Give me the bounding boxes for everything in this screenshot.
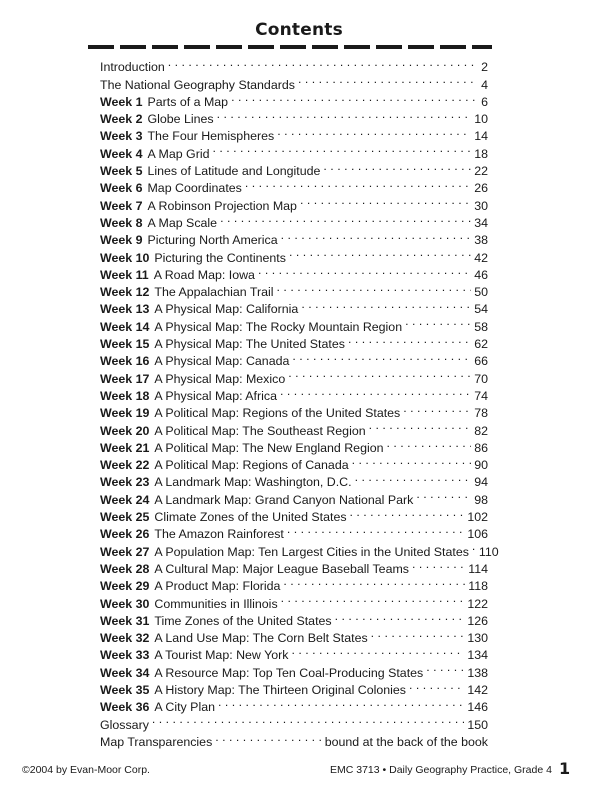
entry-page: 86 <box>474 440 488 455</box>
entry-page: 66 <box>474 354 488 369</box>
entry-page: 90 <box>474 458 488 473</box>
dot-leader <box>335 608 465 625</box>
dot-leader <box>405 313 471 330</box>
entry-title: A Road Map: Iowa <box>153 267 255 282</box>
dot-leader <box>220 210 471 227</box>
week-label: Week 4 <box>100 146 143 161</box>
dot-leader <box>217 106 472 123</box>
week-label: Week 14 <box>100 319 150 334</box>
dot-leader <box>292 348 471 365</box>
entry-title: A Resource Map: Top Ten Coal-Producing States <box>154 665 424 680</box>
page-number: 1 <box>559 759 571 778</box>
dot-leader <box>168 54 478 71</box>
week-label: Week 18 <box>100 388 150 403</box>
week-label: Week 1 <box>100 94 143 109</box>
entry-page: 82 <box>474 423 488 438</box>
toc-entry <box>100 711 488 732</box>
week-label: Week 22 <box>100 458 150 473</box>
entry-page: 26 <box>474 181 488 196</box>
dot-leader <box>258 262 471 279</box>
toc-entry <box>100 729 488 749</box>
entry-title: A Physical Map: California <box>154 302 299 317</box>
entry-title: A Cultural Map: Major League Baseball Teams <box>154 561 409 576</box>
entry-title: A Political Map: The New England Region <box>154 440 384 455</box>
dot-leader <box>323 158 471 175</box>
dot-leader <box>152 711 464 728</box>
dot-leader <box>288 365 471 382</box>
entry-title: A Political Map: The Southeast Region <box>154 423 366 438</box>
dot-leader <box>301 296 471 313</box>
entry-title: A Landmark Map: Washington, D.C. <box>154 475 352 490</box>
entry-page: 106 <box>467 527 488 542</box>
entry-page: 102 <box>467 510 488 525</box>
entry-page: 126 <box>467 613 488 628</box>
entry-page: 22 <box>474 164 488 179</box>
entry-title: A Tourist Map: New York <box>154 648 289 663</box>
dot-leader <box>281 227 472 244</box>
dot-leader <box>412 556 465 573</box>
entry-page: 34 <box>474 215 488 230</box>
entry-page: 70 <box>474 371 488 386</box>
week-label: Week 17 <box>100 371 150 386</box>
entry-title: Communities in Illinois <box>154 596 278 611</box>
week-label: Week 32 <box>100 631 150 646</box>
entry-title: Picturing the Continents <box>154 250 286 265</box>
entry-page: 2 <box>481 60 488 75</box>
book-info-footer: EMC 3713 • Daily Geography Practice, Grade 4 <box>330 764 552 776</box>
entry-title: A Political Map: Regions of the United States <box>154 406 401 421</box>
dot-leader <box>281 590 465 607</box>
week-label: Week 12 <box>100 285 150 300</box>
week-label: Week 2 <box>100 112 143 127</box>
entry-page: 78 <box>474 406 488 421</box>
dot-leader <box>387 435 472 452</box>
entry-title: A City Plan <box>154 700 215 715</box>
entry-title: A Physical Map: Mexico <box>154 371 286 386</box>
entry-page: 38 <box>474 233 488 248</box>
dot-leader <box>280 383 471 400</box>
week-label: Week 30 <box>100 596 150 611</box>
entry-page: 30 <box>474 198 488 213</box>
entry-page: 94 <box>474 475 488 490</box>
entry-title: Globe Lines <box>147 112 214 127</box>
entry-page: 122 <box>467 596 488 611</box>
entry-title: The Four Hemispheres <box>147 129 275 144</box>
entry-page: 46 <box>474 267 488 282</box>
dot-leader <box>283 573 465 590</box>
entry-page: 114 <box>468 561 488 576</box>
dot-leader <box>352 452 472 469</box>
week-label: Week 35 <box>100 682 150 697</box>
entry-title: A Population Map: Ten Largest Cities in the United States <box>154 544 469 559</box>
entry-page: 14 <box>474 129 488 144</box>
entry-title: A Map Scale <box>147 215 218 230</box>
dot-leader <box>416 486 471 503</box>
dot-leader <box>369 417 472 434</box>
entry-page: 142 <box>467 682 488 697</box>
entry-title: The National Geography Standards <box>100 77 295 92</box>
week-label: Week 25 <box>100 510 150 525</box>
dot-leader <box>277 123 471 140</box>
week-label: Week 3 <box>100 129 143 144</box>
dot-leader <box>231 89 478 106</box>
entry-page: 74 <box>474 388 488 403</box>
entry-title: Introduction <box>100 60 165 75</box>
week-label: Week 36 <box>100 700 150 715</box>
week-label: Week 15 <box>100 337 150 352</box>
entry-page: 6 <box>481 94 488 109</box>
entry-title: A Map Grid <box>147 146 210 161</box>
entry-page: 50 <box>474 285 488 300</box>
entry-page: 130 <box>467 631 488 646</box>
page-title: Contents <box>255 20 343 40</box>
week-label: Week 21 <box>100 440 150 455</box>
entry-page: 62 <box>474 337 488 352</box>
week-label: Week 29 <box>100 579 150 594</box>
dot-leader <box>218 694 464 711</box>
week-label: Week 24 <box>100 492 150 507</box>
week-label: Week 26 <box>100 527 150 542</box>
entry-page: 150 <box>467 717 488 732</box>
week-label: Week 11 <box>100 267 149 282</box>
entry-title: A Physical Map: The United States <box>154 337 345 352</box>
entry-title: A Physical Map: Canada <box>154 354 290 369</box>
week-label: Week 19 <box>100 406 150 421</box>
entry-title: A Physical Map: Africa <box>154 388 277 403</box>
week-label: Week 8 <box>100 215 143 230</box>
week-label: Week 16 <box>100 354 150 369</box>
entry-title: Time Zones of the United States <box>154 613 332 628</box>
entry-page: 146 <box>467 700 488 715</box>
dot-leader <box>355 469 472 486</box>
week-label: Week 9 <box>100 233 143 248</box>
week-label: Week 27 <box>100 544 150 559</box>
entry-title: Map Coordinates <box>147 181 242 196</box>
copyright-footer: ©2004 by Evan-Moor Corp. <box>22 764 150 776</box>
entry-title: The Appalachian Trail <box>154 285 274 300</box>
dot-leader <box>215 729 321 746</box>
entry-title: Glossary <box>100 717 149 732</box>
entry-page: 4 <box>481 77 488 92</box>
entry-title: A Product Map: Florida <box>154 579 281 594</box>
week-label: Week 31 <box>100 613 150 628</box>
entry-title: A History Map: The Thirteen Original Colonies <box>154 682 406 697</box>
week-label: Week 28 <box>100 561 150 576</box>
entry-title: A Physical Map: The Rocky Mountain Region <box>154 319 403 334</box>
week-label: Week 6 <box>100 181 143 196</box>
entry-page: 58 <box>474 319 488 334</box>
week-label: Week 10 <box>100 250 150 265</box>
week-label: Week 5 <box>100 164 143 179</box>
week-label: Week 34 <box>100 665 150 680</box>
dot-leader <box>245 175 471 192</box>
dot-leader <box>403 400 471 417</box>
dot-leader <box>426 659 464 676</box>
table-of-contents <box>100 54 499 749</box>
dot-leader <box>298 71 478 88</box>
entry-page: bound at the back of the book <box>324 734 488 749</box>
week-label: Week 7 <box>100 198 143 213</box>
entry-title: Map Transparencies <box>100 734 213 749</box>
dot-leader <box>287 521 464 538</box>
entry-title: Picturing North America <box>147 233 278 248</box>
entry-page: 54 <box>474 302 488 317</box>
entry-title: Lines of Latitude and Longitude <box>147 164 321 179</box>
dot-leader <box>289 244 471 261</box>
dot-leader <box>472 538 476 555</box>
entry-title: A Political Map: Regions of Canada <box>154 458 349 473</box>
title-divider <box>88 45 492 49</box>
dot-leader <box>300 192 471 209</box>
dot-leader <box>212 140 471 157</box>
dot-leader <box>350 504 465 521</box>
week-label: Week 20 <box>100 423 150 438</box>
dot-leader <box>291 642 464 659</box>
entry-page: 118 <box>468 579 488 594</box>
entry-title: Parts of a Map <box>147 94 229 109</box>
entry-title: A Land Use Map: The Corn Belt States <box>154 631 368 646</box>
entry-page: 18 <box>474 146 488 161</box>
dot-leader <box>409 677 464 694</box>
entry-page: 42 <box>474 250 488 265</box>
entry-page: 138 <box>467 665 488 680</box>
dot-leader <box>277 279 472 296</box>
entry-page: 98 <box>474 492 488 507</box>
entry-page: 110 <box>478 544 499 559</box>
entry-title: A Robinson Projection Map <box>147 198 297 213</box>
week-label: Week 23 <box>100 475 150 490</box>
week-label: Week 33 <box>100 648 150 663</box>
entry-title: Climate Zones of the United States <box>154 510 347 525</box>
dot-leader <box>371 625 465 642</box>
week-label: Week 13 <box>100 302 150 317</box>
entry-title: A Landmark Map: Grand Canyon National Park <box>154 492 414 507</box>
entry-title: The Amazon Rainforest <box>154 527 284 542</box>
entry-page: 134 <box>467 648 488 663</box>
entry-page: 10 <box>474 112 488 127</box>
dot-leader <box>348 331 471 348</box>
toc-entry <box>100 54 488 75</box>
